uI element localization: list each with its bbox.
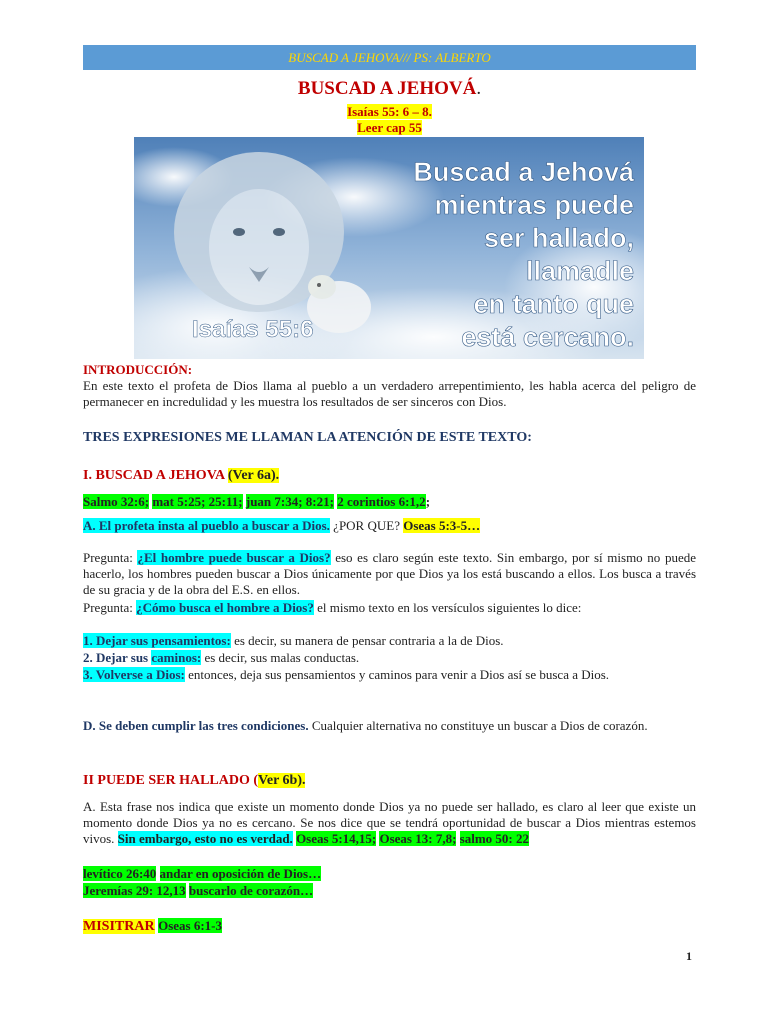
banner-image [134,137,644,359]
intro-heading: INTRODUCCIÓN: [83,362,193,377]
section-1-title: I. BUSCAD A JEHOVA (Ver 6a). [83,468,280,483]
header-bar [83,45,696,70]
section-1-title-ref: (Ver 6a). [227,468,280,483]
expressions-heading: TRES EXPRESIONES ME LLAMAN LA ATENCIÓN DE ESTE TEXTO: [83,430,532,445]
banner-line-5: en tanto que [473,289,634,319]
reading-reference [83,120,696,136]
section-1-point-a: A. El profeta insta al pueblo a buscar a Dios. ¿POR QUE? Oseas 5:3-5… [83,518,481,533]
section-1-verses: Salmo 32:6; mat 5:25; 25:11; juan 7:34; 8:21; 2 corintios 6:1,2; [83,494,431,509]
banner-line-6: está cercano. [461,322,634,352]
banner-line-4: llamadle [525,256,634,286]
question-1: Pregunta: ¿El hombre puede buscar a Dios? eso es claro según este texto. Sin embargo, por sí mismo no puede hacerlo, los hombres pueden buscar a Dios únicamente por que Dios ya los está buscando a ellos. Los busca a través de su gracia y de la obra del E.S. en ellos. [83,550,696,597]
condition-3: 3. Volverse a Dios: entonces, deja sus pensamientos y caminos para venir a Dios así se busca a Dios. [83,667,610,682]
banner-line-1: Buscad a Jehová [413,157,634,187]
title-text: BUSCAD A JEHOVÁ [297,78,477,99]
condition-2: 2. Dejar sus caminos: es decir, sus malas conductas. [83,650,360,665]
page-number: 1 [686,949,692,963]
reference-line-2: Leer cap 55 [357,120,422,135]
section-1-point-d: D. Se deben cumplir las tres condiciones. Cualquier alternativa no constituye un buscar a Dios de corazón. [83,718,648,733]
page-title [83,78,696,100]
scripture-reference [83,104,696,120]
misitrar-line: MISITRAR Oseas 6:1-3 [83,918,222,934]
section-2-body: A. Esta frase nos indica que existe un momento donde Dios ya no puede ser hallado, es claro al leer que existe un momento donde Dios ya no es cercano. Se nos dice que se tendrá oportunidad de buscar a Dios mientras estemos vivos. Sin embargo, esto no es verdad. Oseas 5:14,15; Oseas 13: 7,8; salmo 50: 22 [83,799,696,846]
header-text: BUSCAD A JEHOVA/// PS: ALBERTO [288,50,491,65]
title-dot: . [476,78,482,99]
section-2-title: II PUEDE SER HALLADO (Ver 6b). [83,773,306,788]
question-2: Pregunta: ¿Cómo busca el hombre a Dios? el mismo texto en los versículos siguientes lo dice: [83,600,582,615]
banner-line-3: ser hallado, [483,223,634,253]
intro-body: En este texto el profeta de Dios llama al pueblo a un verdadero arrepentimiento, les habla acerca del peligro de permanecer en incredulidad y les muestra los resultados de ser sinceros con Dios. [83,378,696,409]
jeremiah-line: Jeremías 29: 12,13 buscarlo de corazón… [83,883,314,898]
banner-line-2: mientras puede [434,190,634,220]
condition-1: 1. Dejar sus pensamientos: es decir, su manera de pensar contraria a la de Dios. [83,633,504,648]
banner-reference: Isaías 55:6 [192,316,314,343]
reference-line-1: Isaías 55: 6 – 8. [347,104,432,119]
leviticus-line: levítico 26:40 andar en oposición de Dios… [83,866,322,881]
